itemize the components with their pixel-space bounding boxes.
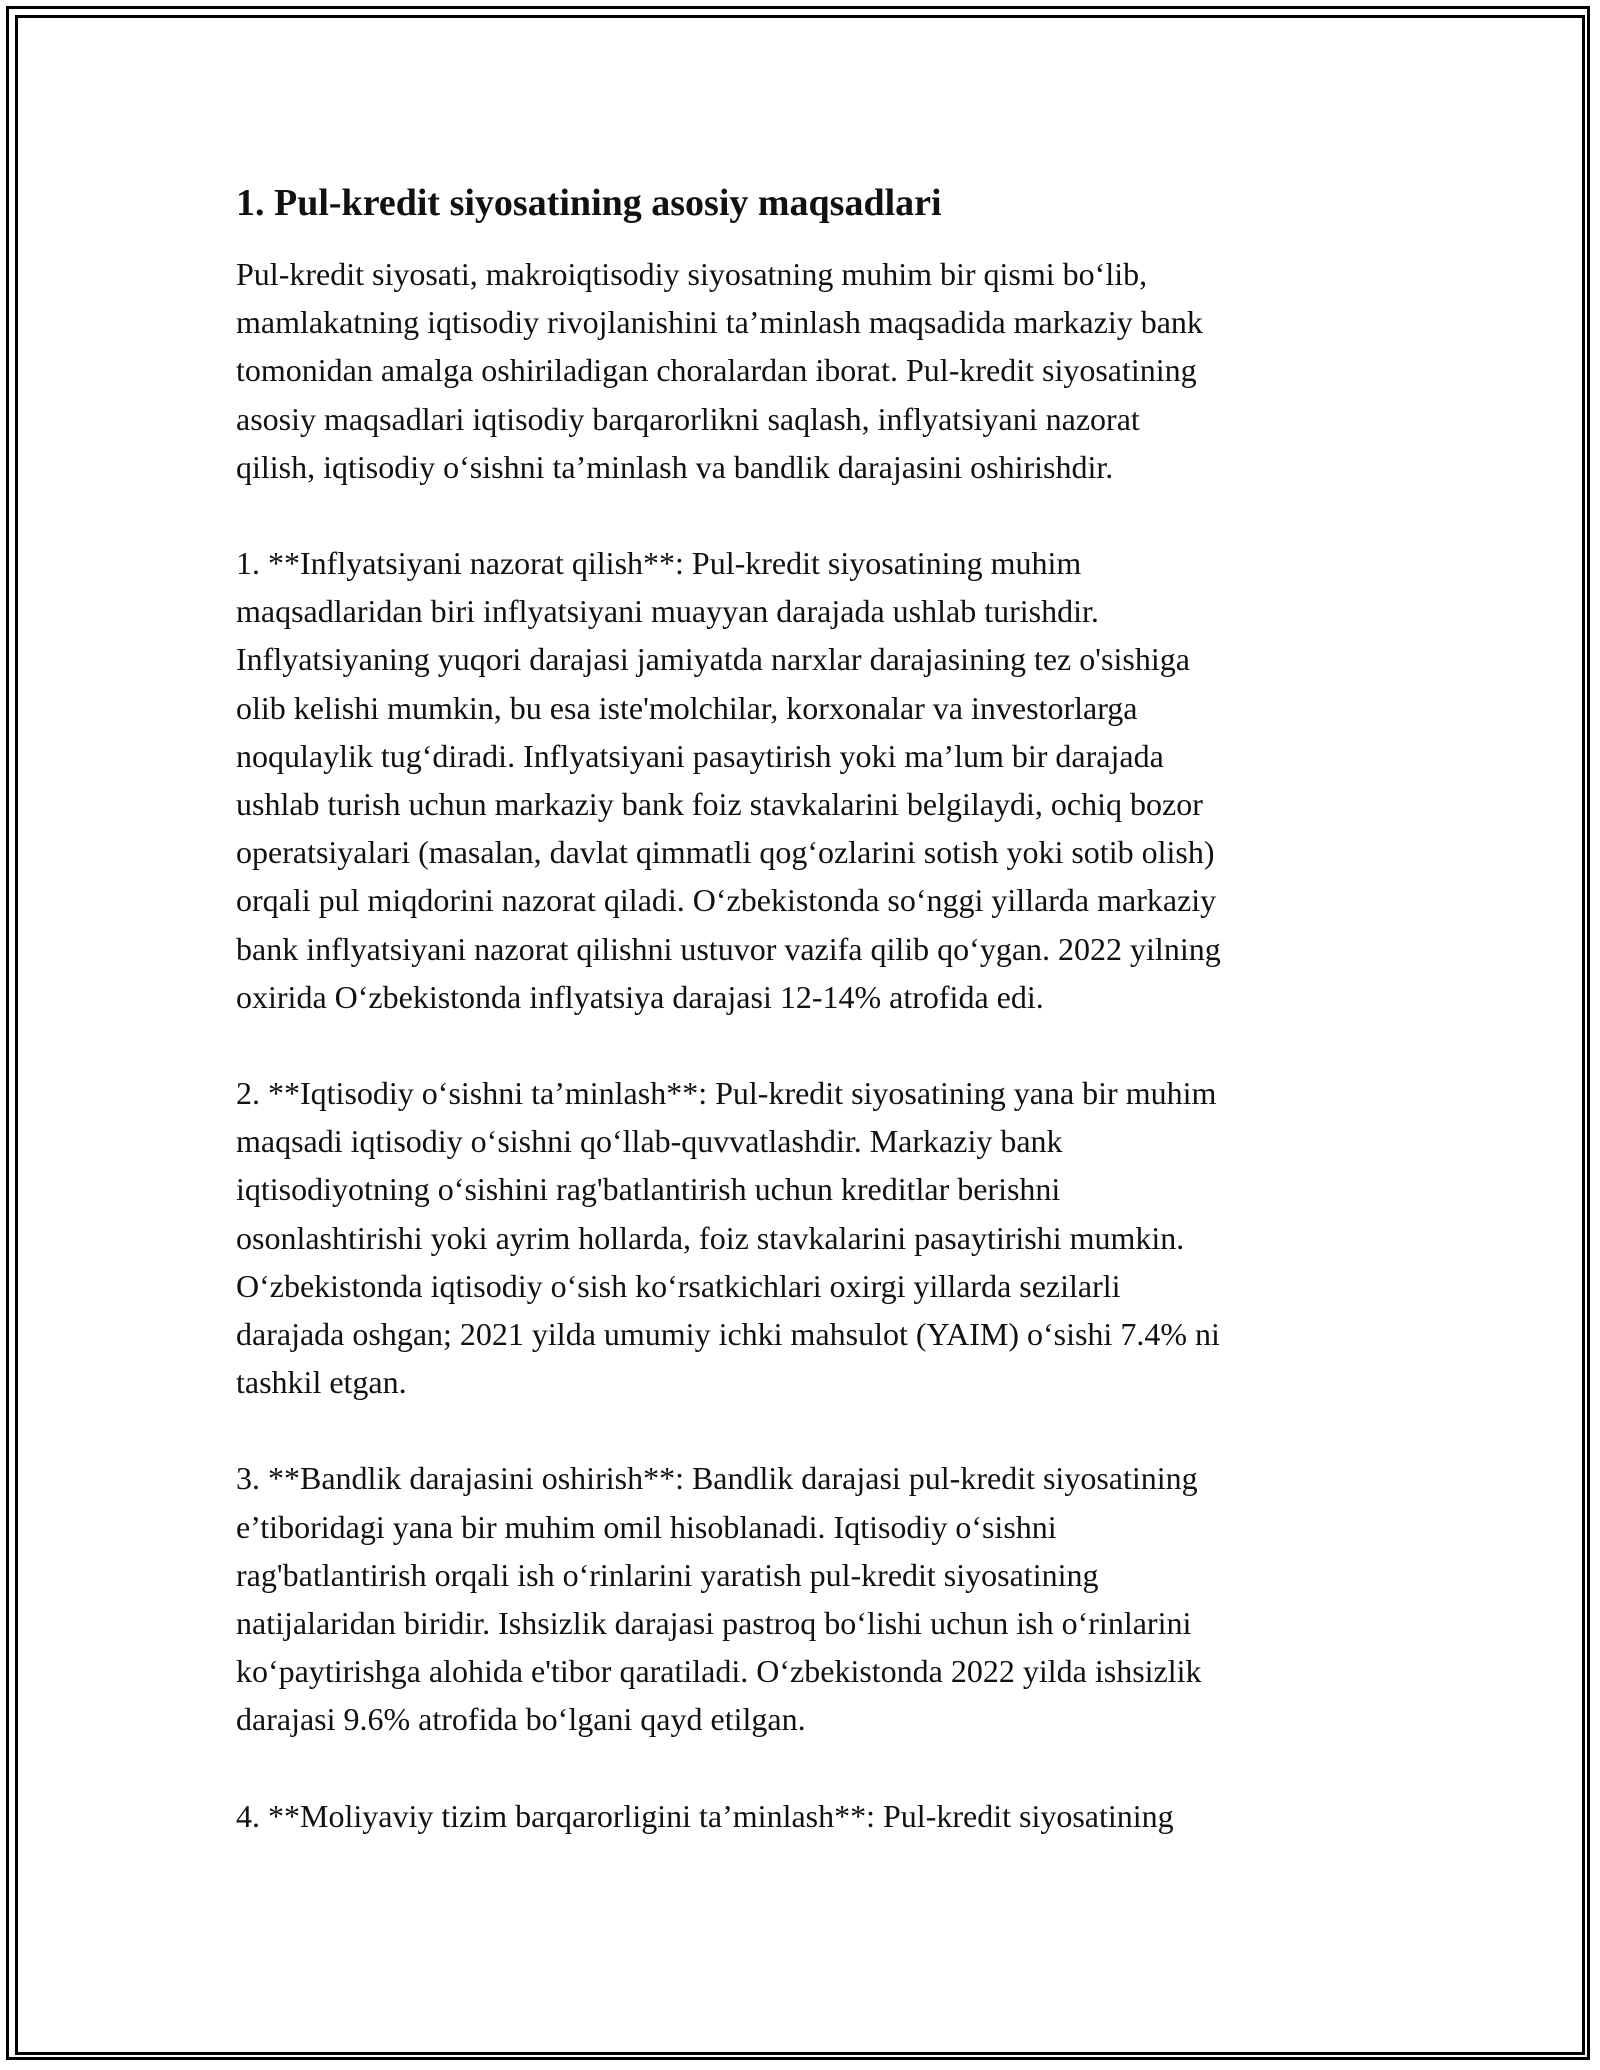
paragraph-economic-growth: 2. **Iqtisodiy o‘sishni ta’minlash**: Pul-kredit siyosatining yana bir muhim maqsadi iqtisodiy o‘sishni qo‘llab-quvvatlashdir. Markaziy bank iqtisodiyotning o‘sishini rag'batlantirish uchun kreditlar berishni osonlashtirishi yoki ayrim hollarda, foiz stavkalarini pasaytirishi mumkin. O‘zbekistonda iqtisodiy o‘sish ko‘rsatkichlari oxirgi yillarda sezilarli darajada oshgan; 2021 yilda umumiy ichki mahsulot (YAIM) o‘sishi 7.4% ni tashkil etgan. [236, 1075, 1220, 1401]
document-page [236, 178, 1386, 1888]
section-heading: 1. Pul-kredit siyosatining asosiy maqsadlari [236, 182, 942, 224]
intro-paragraph: Pul-kredit siyosati, makroiqtisodiy siyosatning muhim bir qismi bo‘lib, mamlakatning iqtisodiy rivojlanishini ta’minlash maqsadida markaziy bank tomonidan amalga oshiriladigan choralardan iborat. Pul-kredit siyosatining asosiy maqsadlari iqtisodiy barqarorlikni saqlash, inflyatsiyani nazorat qilish, iqtisodiy o‘sishni ta’minlash va bandlik darajasini oshirishdir. [236, 256, 1203, 485]
paragraph-financial-stability: 4. **Moliyaviy tizim barqarorligini ta’minlash**: Pul-kredit siyosatining [236, 1797, 1174, 1834]
paragraph-inflation-control: 1. **Inflyatsiyani nazorat qilish**: Pul-kredit siyosatining muhim maqsadlaridan biri inflyatsiyani muayyan darajada ushlab turishdir. Inflyatsiyaning yuqori darajasi jamiyatda narxlar darajasining tez o'sishiga olib kelishi mumkin, bu esa iste'molchilar, korxonalar va investorlarga noqulaylik tug‘diradi. Inflyatsiyani pasaytirish yoki ma’lum bir darajada ushlab turish uchun markaziy bank foiz stavkalarini belgilaydi, ochiq bozor operatsiyalari (masalan, davlat qimmatli qog‘ozlarini sotish yoki sotib olish) orqali pul miqdorini nazorat qiladi. O‘zbekistonda so‘nggi yillarda markaziy bank inflyatsiyani nazorat qilishni ustuvor vazifa qilib qo‘ygan. 2022 yilning oxirida O‘zbekistonda inflyatsiya darajasi 12-14% atrofida edi. [236, 545, 1221, 1015]
paragraph-employment: 3. **Bandlik darajasini oshirish**: Bandlik darajasi pul-kredit siyosatining e’tiboridagi yana bir muhim omil hisoblanadi. Iqtisodiy o‘sishni rag'batlantirish orqali ish o‘rinlarini yaratish pul-kredit siyosatining natijalaridan biridir. Ishsizlik darajasi pastroq bo‘lishi uchun ish o‘rinlarini ko‘paytirishga alohida e'tibor qaratiladi. O‘zbekistonda 2022 yilda ishsizlik darajasi 9.6% atrofida bo‘lgani qayd etilgan. [236, 1460, 1202, 1738]
